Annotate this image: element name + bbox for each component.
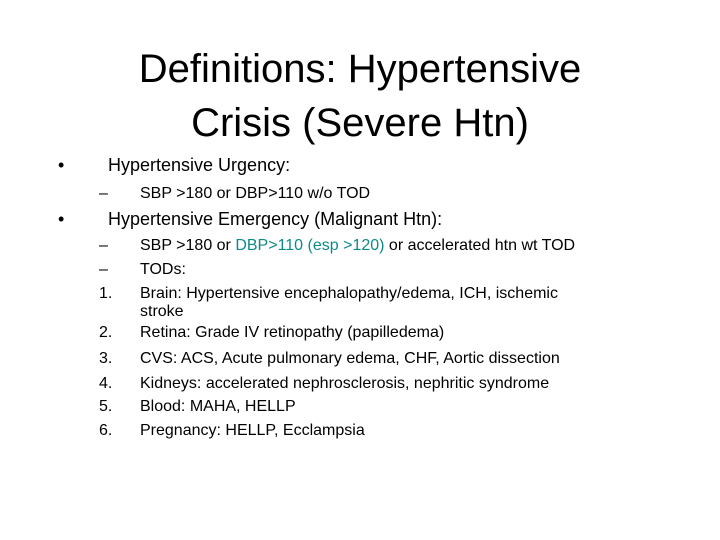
title-line-1: Definitions: Hypertensive xyxy=(138,47,582,91)
bullet-label: Hypertensive Emergency (Malignant Htn): xyxy=(108,209,443,229)
slide-title xyxy=(0,42,720,150)
item-text: CVS: ACS, Acute pulmonary edema, CHF, Aortic dissection xyxy=(140,350,560,367)
item-text-highlight: DBP>110 (esp >120) xyxy=(235,237,385,254)
item-text: Brain: Hypertensive encephalopathy/edema, ICH, ischemic xyxy=(140,285,558,302)
bullet-mark: • xyxy=(58,209,65,229)
item-mark: – xyxy=(99,261,108,278)
item-text: Kidneys: accelerated nephrosclerosis, nephritic syndrome xyxy=(140,375,550,392)
item-mark: – xyxy=(99,237,108,254)
item-mark: 1. xyxy=(99,285,113,302)
item-mark: – xyxy=(99,185,108,202)
item-text xyxy=(140,236,575,255)
item-mark: 4. xyxy=(99,375,113,392)
item-text: Pregnancy: HELLP, Ecclampsia xyxy=(140,422,365,439)
item-text: stroke xyxy=(140,303,184,320)
bullet-label: Hypertensive Urgency: xyxy=(108,155,291,175)
item-text-start: SBP >180 or xyxy=(140,237,236,254)
item-text-end: or accelerated htn wt TOD xyxy=(384,237,576,254)
item-text: Blood: MAHA, HELLP xyxy=(140,398,296,415)
item-mark: 6. xyxy=(99,422,113,439)
item-text: SBP >180 or DBP>110 w/o TOD xyxy=(140,185,371,202)
item-mark: 5. xyxy=(99,398,113,415)
item-text: Retina: Grade IV retinopathy (papilledema) xyxy=(140,324,445,341)
title-line-2: Crisis (Severe Htn) xyxy=(191,101,529,145)
item-mark: 3. xyxy=(99,350,113,367)
item-mark: 2. xyxy=(99,324,113,341)
item-text: TODs: xyxy=(140,261,186,278)
bullet-mark: • xyxy=(58,155,65,175)
